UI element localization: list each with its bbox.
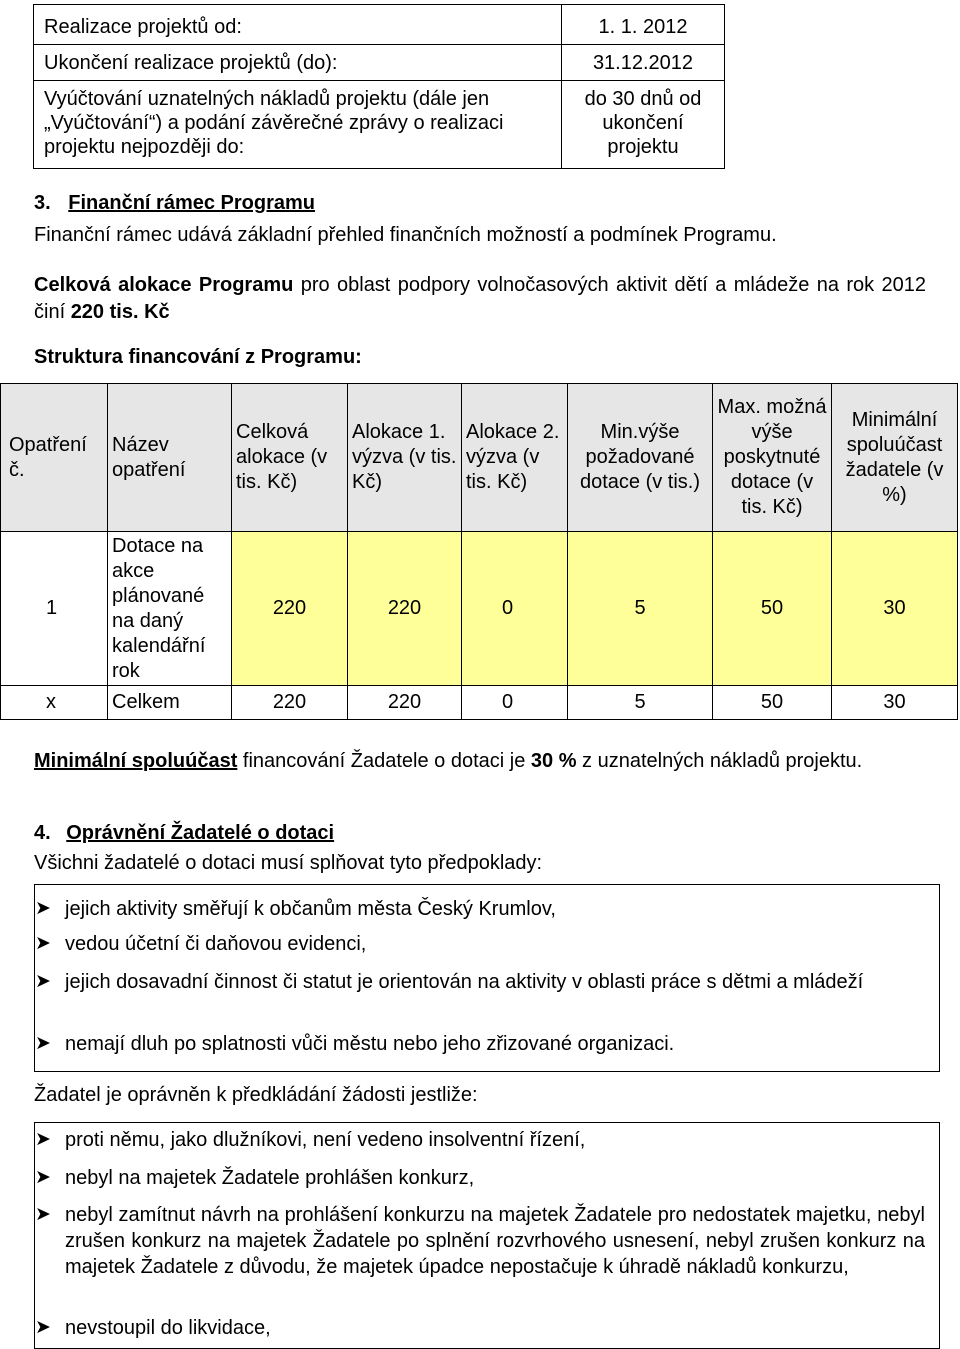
list-item: ➤ nebyl na majetek Žadatele prohlášen konkurz, — [35, 1167, 475, 1189]
header-cell: Min.výše požadované dotace (v tis.) — [568, 384, 713, 532]
financing-table — [0, 383, 958, 720]
section-3-intro: Finanční rámec udává základní přehled finančních možností a podmínek Programu. — [34, 224, 777, 246]
cofinancing-text: z uznatelných nákladů projektu. — [576, 750, 863, 772]
date-label: Realizace projektů od: — [34, 5, 562, 45]
requirements-box — [34, 884, 940, 1072]
list-item: ➤ nebyl zamítnut návrh na prohlášení konkurzu na majetek Žadatele pro nedostatek majetku, nebyl zrušen konkurz na majetek Žadatele po splnění rozvrhového usnesení, nebyl zrušen konkurz na majetek Žadatele z důvodu, že majetek úpadce nepostačuje k úhradě nákladů konkurzu, — [35, 1204, 925, 1278]
eligible-intro: Žadatel je oprávněn k předkládání žádosti jestliže: — [34, 1084, 478, 1106]
structure-title: Struktura financování z Programu: — [34, 346, 362, 368]
cofinancing-text: financování Žadatele o dotaci je — [237, 750, 531, 772]
table-row — [34, 81, 725, 169]
cell-call1: 220 — [348, 532, 462, 686]
cell-call1: 220 — [348, 686, 462, 720]
arrow-bullet-icon: ➤ — [35, 898, 51, 919]
list-item: ➤ nevstoupil do likvidace, — [35, 1317, 271, 1339]
date-label: Ukončení realizace projektů (do): — [34, 45, 562, 81]
cell-min: 5 — [568, 532, 713, 686]
table-row — [1, 686, 958, 720]
date-value: do 30 dnů od ukončení projektu — [562, 81, 725, 169]
arrow-bullet-icon: ➤ — [35, 1317, 51, 1338]
cell-call2: 0 — [462, 686, 568, 720]
arrow-bullet-icon: ➤ — [35, 1167, 51, 1188]
list-item: ➤ proti němu, jako dlužníkovi, není vedeno insolventní řízení, — [35, 1129, 586, 1151]
list-item: ➤ jejich aktivity směřují k občanům města Český Krumlov, — [35, 898, 556, 920]
table-row — [34, 5, 725, 45]
section-number: 4. — [34, 822, 51, 844]
allocation-paragraph — [34, 272, 926, 326]
header-cell: Celková alokace (v tis. Kč) — [232, 384, 348, 532]
arrow-bullet-icon: ➤ — [35, 1033, 51, 1054]
arrow-bullet-icon: ➤ — [35, 933, 51, 954]
date-value: 1. 1. 2012 — [562, 5, 725, 45]
arrow-bullet-icon: ➤ — [35, 971, 51, 992]
project-dates-table — [33, 4, 725, 169]
cell-share: 30 — [832, 532, 958, 686]
section-4-heading — [34, 822, 334, 845]
list-item: ➤ nemají dluh po splatnosti vůči městu nebo jeho zřizované organizaci. — [35, 1033, 675, 1055]
cell-number: x — [1, 686, 108, 720]
table-header-row — [1, 384, 958, 532]
section-title: Finanční rámec Programu — [68, 192, 315, 214]
header-cell: Max. možná výše poskytnuté dotace (v tis. Kč) — [713, 384, 832, 532]
header-cell: Název opatření — [108, 384, 232, 532]
section-title: Oprávnění Žadatelé o dotaci — [66, 822, 335, 844]
list-item: ➤ vedou účetní či daňovou evidenci, — [35, 933, 367, 955]
section-number: 3. — [34, 192, 51, 214]
arrow-bullet-icon: ➤ — [35, 1129, 51, 1150]
date-label: Vyúčtování uznatelných nákladů projektu (dále jen „Vyúčtování“) a podání závěrečné zprávy o realizaci projektu nejpozději do: — [34, 81, 562, 169]
cofinancing-label: Minimální spoluúčast — [34, 750, 238, 772]
date-value: 31.12.2012 — [562, 45, 725, 81]
eligibility-box — [34, 1122, 940, 1349]
cell-min: 5 — [568, 686, 713, 720]
cell-number: 1 — [1, 532, 108, 686]
cell-max: 50 — [713, 532, 832, 686]
arrow-bullet-icon: ➤ — [35, 1204, 51, 1225]
header-cell: Minimální spoluúčast žadatele (v %) — [832, 384, 958, 532]
cell-total: 220 — [232, 686, 348, 720]
cell-max: 50 — [713, 686, 832, 720]
allocation-text: pro oblast podpory volnočasových aktivit dětí a mládeže na rok 2012 činí — [34, 274, 926, 323]
table-row — [34, 45, 725, 81]
cell-call2: 0 — [462, 532, 568, 686]
cell-share: 30 — [832, 686, 958, 720]
cell-name: Dotace na akce plánované na daný kalendářní rok — [108, 532, 232, 686]
header-cell: Opatření č. — [1, 384, 108, 532]
section-3-heading — [34, 192, 315, 215]
cofinancing-value: 30 % — [530, 750, 577, 772]
allocation-amount: 220 tis. Kč — [70, 301, 170, 323]
cell-name: Celkem — [108, 686, 232, 720]
table-row — [1, 532, 958, 686]
allocation-bold: Celková alokace Programu — [34, 274, 294, 296]
header-cell: Alokace 2. výzva (v tis. Kč) — [462, 384, 568, 532]
section-4-intro: Všichni žadatelé o dotaci musí splňovat tyto předpoklady: — [34, 852, 543, 874]
cofinancing-paragraph — [34, 748, 926, 775]
header-cell: Alokace 1. výzva (v tis. Kč) — [348, 384, 462, 532]
list-item: ➤ jejich dosavadní činnost či statut je orientován na aktivity v oblasti práce s dětmi a mládeží — [35, 971, 864, 993]
cell-total: 220 — [232, 532, 348, 686]
